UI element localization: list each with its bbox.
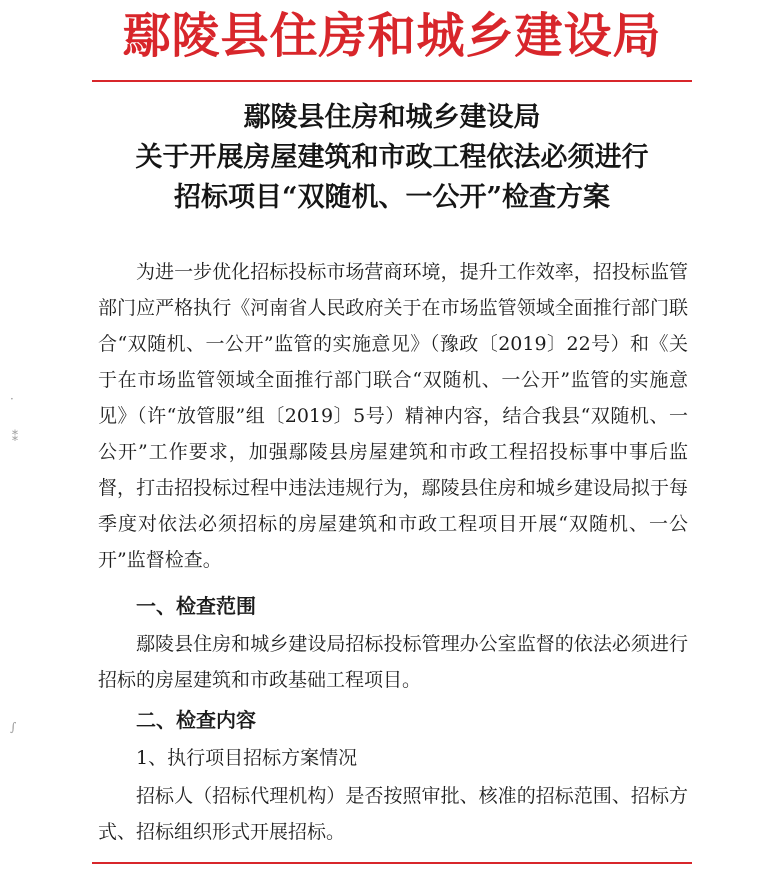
doc-title-line-2: 关于开展房屋建筑和市政工程依法必须进行 [135,142,649,173]
masthead-red-rule [92,80,692,82]
footer-red-rule [92,862,692,864]
masthead-agency-name: 鄢陵县住房和城乡建设局 [122,8,662,64]
item-1-heading: 1、执行项目招标方案情况 [136,747,358,769]
scan-speck-mark: · [10,392,14,406]
section-1-heading: 一、检查范围 [136,594,256,618]
scan-speck-mark: ⁑ [12,430,18,444]
doc-title-line-1: 鄢陵县住房和城乡建设局 [243,102,541,133]
intro-paragraph: 为进一步优化招标投标市场营商环境，提升工作效率，招投标监管部门应严格执行《河南省人民政府关于在市场监管领域全面推行部门联合“双随机、一公开”监管的实施意见》（豫政〔2019〕22号）和《关于在市场监管领域全面推行部门联合“双随机、一公开”监管的实施意见》（许“放管服”组〔2019〕5号）精神内容，结合我县“双随机、一公开”工作要求，加强鄢陵县房屋建筑和市政工程招投标事中事后监督，打击招投标过程中违法违规行为，鄢陵县住房和城乡建设局拟于每季度对依法必须招标的房屋建筑和市政工程项目开展“双随机、一公开”监督检查。 [98,261,688,571]
doc-title-line-3: 招标项目“双随机、一公开”检查方案 [173,182,611,213]
item-1-paragraph: 招标人（招标代理机构）是否按照审批、核准的招标范围、招标方式、招标组织形式开展招标。 [98,785,688,843]
section-1-paragraph: 鄢陵县住房和城乡建设局招标投标管理办公室监督的依法必须进行招标的房屋建筑和市政基础工程项目。 [98,633,688,691]
scan-speck-mark: ∫ [10,720,17,734]
section-2-heading: 二、检查内容 [136,708,256,732]
